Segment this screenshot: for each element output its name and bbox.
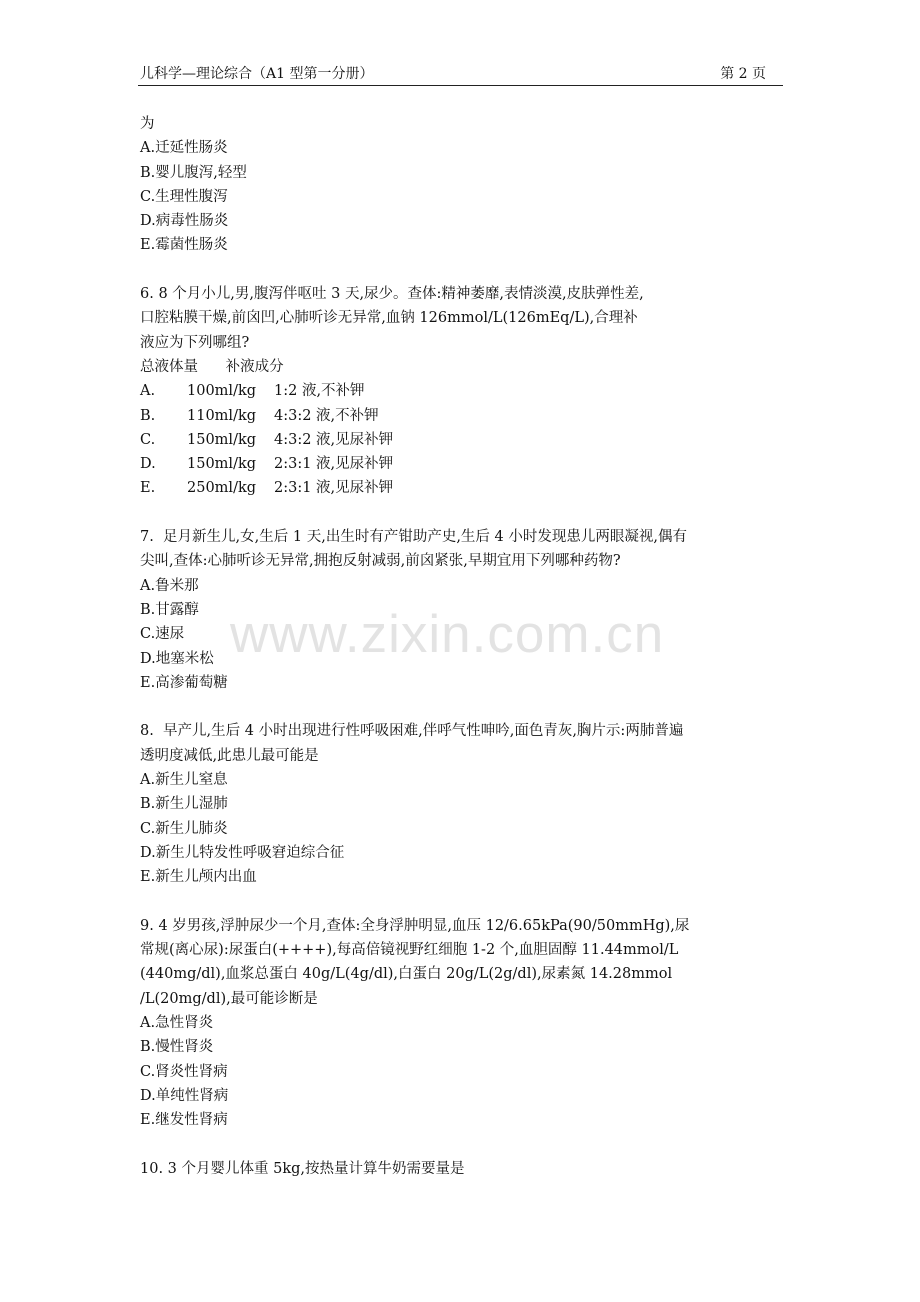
option-letter: C. xyxy=(140,431,156,448)
question-9-stem-line: /L(20mg/dl),最可能诊断是 xyxy=(140,990,318,1007)
option-a: A.急性肾炎 xyxy=(140,1014,214,1031)
option-letter: B. xyxy=(140,407,156,424)
fluid-volume: 150ml/kg xyxy=(187,456,257,473)
option-c: C.生理性腹泻 xyxy=(140,188,228,205)
fluid-composition: 4:3:2 液,见尿补钾 xyxy=(274,431,394,448)
option-c: C.肾炎性肾病 xyxy=(140,1063,228,1080)
option-d: D.新生儿特发性呼吸窘迫综合征 xyxy=(140,844,345,861)
fluid-volume: 150ml/kg xyxy=(187,431,257,448)
question-8-stem-line: 8. 早产儿,生后 4 小时出现进行性呼吸困难,伴呼气性呻吟,面色青灰,胸片示:两肺普遍 xyxy=(140,723,684,740)
question-6-stem-line: 6. 8 个月小儿,男,腹泻伴呕吐 3 天,尿少。查体:精神萎靡,表情淡漠,皮肤弹性差, xyxy=(140,286,644,303)
question-10-stem-line: 10. 3 个月婴儿体重 5kg,按热量计算牛奶需要量是 xyxy=(140,1160,465,1177)
fluid-composition: 1:2 液,不补钾 xyxy=(274,383,365,400)
fluid-volume: 100ml/kg xyxy=(187,383,257,400)
option-c: C.新生儿肺炎 xyxy=(140,820,228,837)
option-d: D.地塞米松 xyxy=(140,650,214,667)
fluid-option-row-a xyxy=(140,379,760,403)
option-b: B.新生儿湿肺 xyxy=(140,796,228,813)
question-6-stem-line: 液应为下列哪组? xyxy=(140,334,250,351)
option-a: A.新生儿窒息 xyxy=(140,772,228,789)
header-divider xyxy=(138,85,783,86)
option-e: E.继发性肾病 xyxy=(140,1112,228,1129)
option-letter: E. xyxy=(140,480,156,497)
fluid-composition: 2:3:1 液,见尿补钾 xyxy=(274,456,394,473)
option-e: E.霉菌性肠炎 xyxy=(140,237,228,254)
option-b: B.婴儿腹泻,轻型 xyxy=(140,164,247,181)
question-7-stem-line: 7. 足月新生儿,女,生后 1 天,出生时有产钳助产史,生后 4 小时发现患儿两眼凝视,偶有 xyxy=(140,529,687,546)
option-a: A.迁延性肠炎 xyxy=(140,140,228,157)
option-d: D.病毒性肠炎 xyxy=(140,213,229,230)
question-7-stem-line: 尖叫,查体:心肺听诊无异常,拥抱反射减弱,前囟紧张,早期宜用下列哪种药物? xyxy=(140,553,621,570)
fluid-volume: 250ml/kg xyxy=(187,480,257,497)
question-9-stem-line: (440mg/dl),血浆总蛋白 40g/L(4g/dl),白蛋白 20g/L(2g/dl),尿素氮 14.28mmol xyxy=(140,966,673,983)
option-letter: D. xyxy=(140,456,156,473)
fluid-option-row-c xyxy=(140,428,760,452)
question-9-stem-line: 常规(离心尿):尿蛋白(++++),每高倍镜视野红细胞 1-2 个,血胆固醇 11.44mmol/L xyxy=(140,942,679,959)
option-b: B.甘露醇 xyxy=(140,601,199,618)
fluid-option-row-b xyxy=(140,404,760,428)
question-8-stem-line: 透明度减低,此患儿最可能是 xyxy=(140,747,319,764)
fluid-composition: 4:3:2 液,不补钾 xyxy=(274,407,379,424)
question-9-stem-line: 9. 4 岁男孩,浮肿尿少一个月,查体:全身浮肿明显,血压 12/6.65kPa(90/50mmHg),尿 xyxy=(140,917,690,934)
header-title: 儿科学—理论综合（A1 型第一分册） xyxy=(140,66,374,82)
fluid-table-header: 总液体量 补液成分 xyxy=(140,358,284,375)
fluid-composition: 2:3:1 液,见尿补钾 xyxy=(274,480,394,497)
option-e: E.新生儿颅内出血 xyxy=(140,869,257,886)
option-c: C.速尿 xyxy=(140,626,185,643)
watermark: www.zixin.com.cn xyxy=(230,605,665,664)
question-6-stem-line: 口腔粘膜干燥,前囟凹,心肺听诊无异常,血钠 126mmol/L(126mEq/L),合理补 xyxy=(140,310,638,327)
option-d: D.单纯性肾病 xyxy=(140,1087,229,1104)
option-letter: A. xyxy=(140,383,156,400)
fluid-volume: 110ml/kg xyxy=(187,407,257,424)
option-b: B.慢性肾炎 xyxy=(140,1039,214,1056)
question-stem-line: 为 xyxy=(140,116,155,132)
page-number: 第 2 页 xyxy=(720,66,766,82)
option-a: A.鲁米那 xyxy=(140,577,199,594)
option-e: E.高渗葡萄糖 xyxy=(140,674,228,691)
page-header xyxy=(140,64,782,84)
fluid-option-row-d xyxy=(140,452,760,476)
fluid-option-row-e xyxy=(140,476,760,500)
